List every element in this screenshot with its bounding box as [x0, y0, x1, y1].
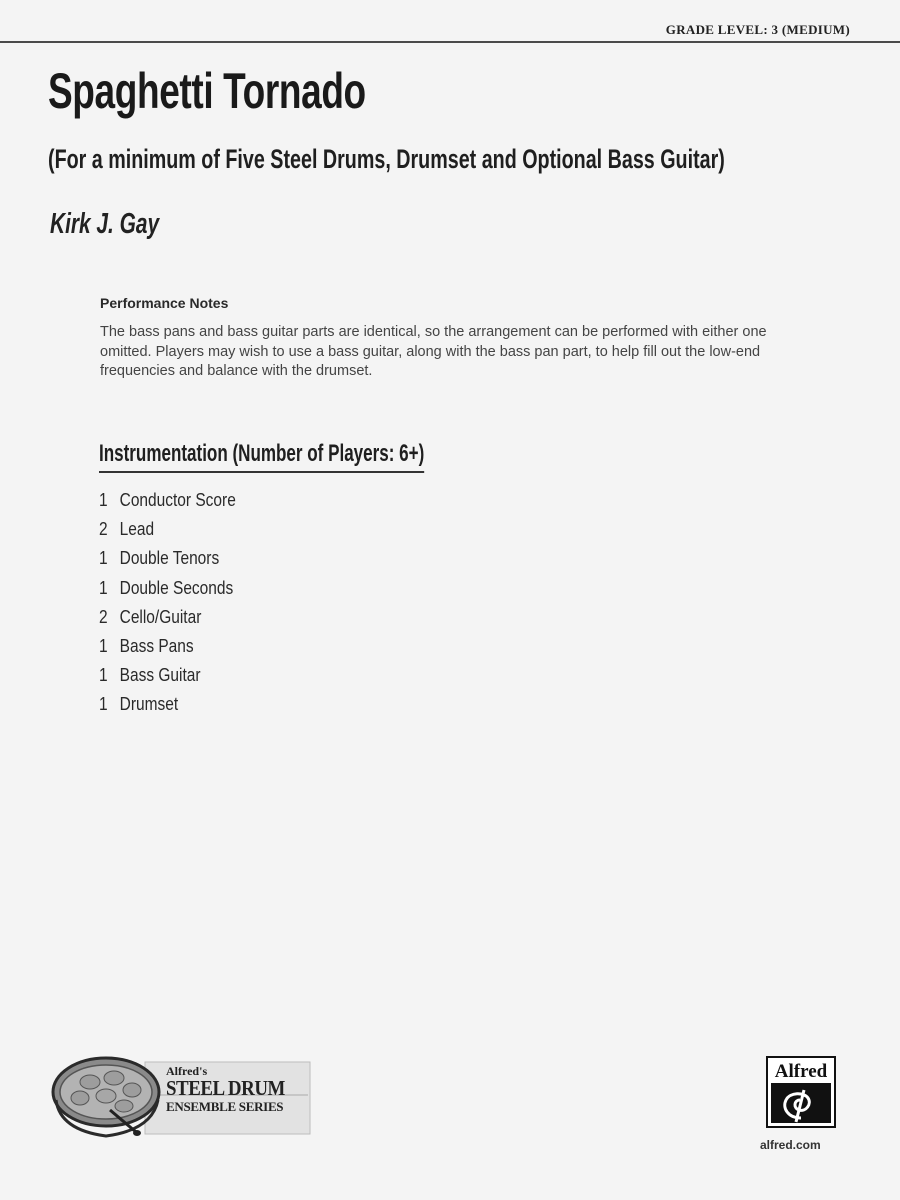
part-name: Bass Pans	[119, 636, 194, 657]
list-item	[99, 632, 236, 661]
part-name: Lead	[119, 519, 155, 540]
steel-drum-icon	[53, 1058, 159, 1136]
part-quantity: 1	[99, 665, 108, 686]
list-item	[99, 574, 236, 603]
alfred-logo-text: Alfred	[774, 1061, 828, 1082]
series-line-steel-drum: STEEL DRUM	[166, 1076, 285, 1100]
alfred-logo	[766, 1056, 836, 1128]
composer-name: Kirk J. Gay	[50, 208, 160, 240]
piece-title: Spaghetti Tornado	[48, 63, 366, 119]
grade-level: GRADE LEVEL: 3 (MEDIUM)	[665, 22, 850, 37]
list-item	[99, 603, 236, 632]
list-item	[99, 544, 236, 573]
list-item	[99, 690, 236, 719]
list-item	[99, 515, 236, 544]
performance-notes-body: The bass pans and bass guitar parts are identical, so the arrangement can be performed with either one omitted. Players may wish to use a bass guitar, along with the bass pan part, to help fill out the low-end frequencies and balance with the drumset.	[100, 324, 767, 379]
part-name: Bass Guitar	[119, 665, 201, 686]
part-quantity: 1	[99, 694, 108, 715]
part-name: Double Seconds	[119, 577, 234, 598]
part-quantity: 1	[99, 490, 108, 511]
series-line-alfreds: Alfred's	[166, 1064, 208, 1078]
list-item	[99, 661, 236, 690]
part-quantity: 2	[99, 606, 108, 627]
instrumentation-heading: Instrumentation (Number of Players: 6+)	[99, 440, 424, 473]
series-line-ensemble: ENSEMBLE SERIES	[166, 1099, 284, 1114]
part-quantity: 2	[99, 519, 108, 540]
part-name: Cello/Guitar	[119, 606, 202, 627]
piece-subtitle: (For a minimum of Five Steel Drums, Drumset and Optional Bass Guitar)	[48, 144, 725, 174]
part-quantity: 1	[99, 577, 108, 598]
series-title	[166, 1064, 298, 1114]
publisher-url: alfred.com	[760, 1138, 821, 1152]
part-quantity: 1	[99, 636, 108, 657]
part-name: Drumset	[119, 694, 179, 715]
part-quantity: 1	[99, 548, 108, 569]
instrumentation-list	[99, 486, 258, 720]
part-name: Conductor Score	[119, 490, 236, 511]
performance-notes-heading: Performance Notes	[100, 295, 229, 311]
part-name: Double Tenors	[119, 548, 220, 569]
list-item	[99, 486, 236, 515]
top-rule	[0, 41, 900, 43]
